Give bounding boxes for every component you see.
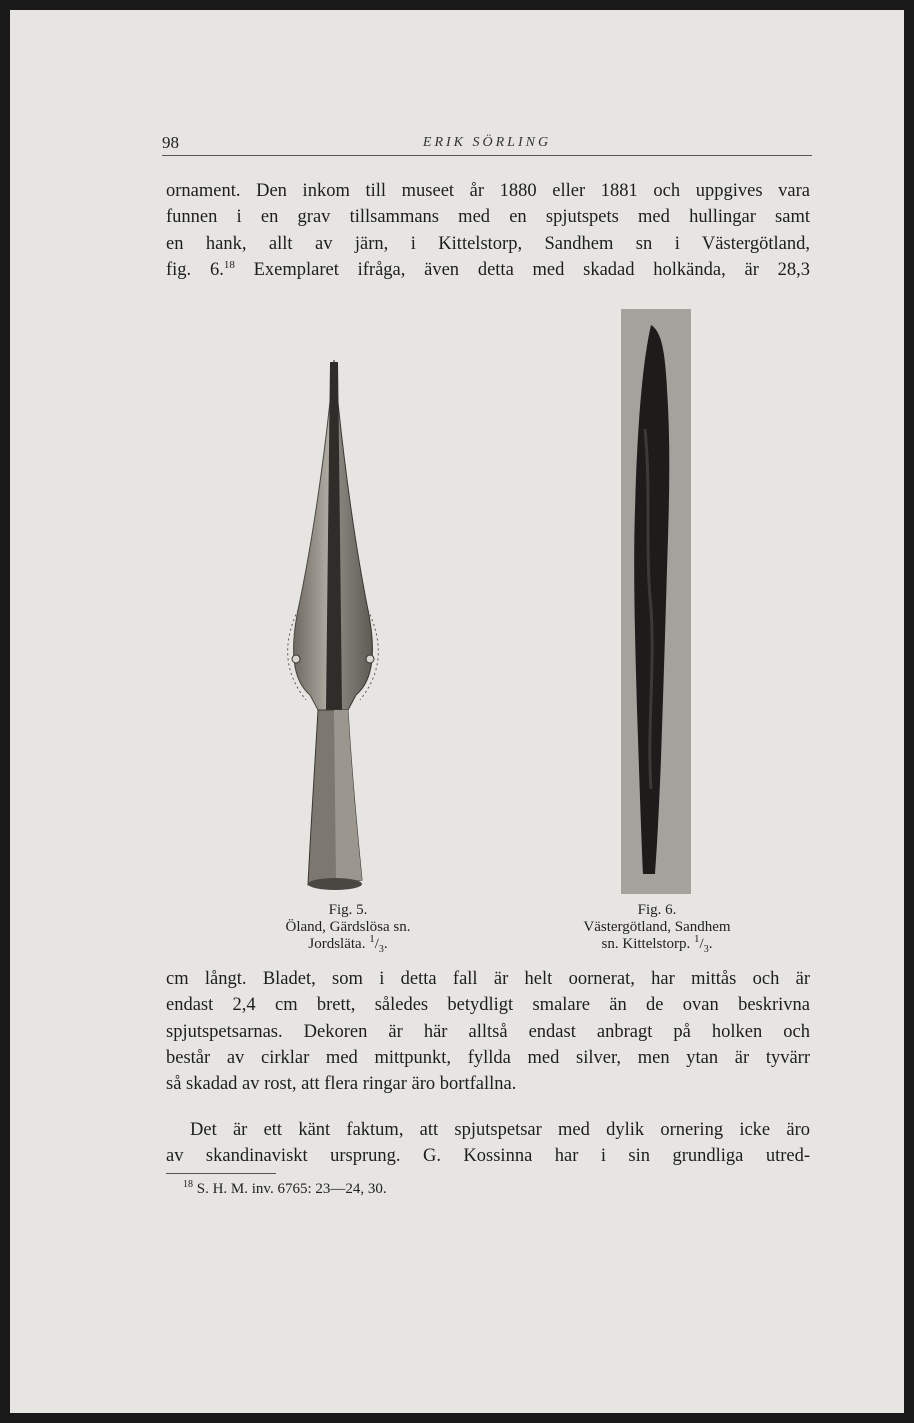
paragraph-2: [166, 966, 810, 1097]
page-number: 98: [162, 133, 179, 152]
text-line: består av cirklar med mittpunkt, fyllda med silver, men ytan är tyvärr: [166, 1047, 810, 1068]
caption-site: sn. Kittelstorp.: [601, 936, 691, 952]
footnote-rule: [166, 1173, 276, 1174]
paragraph-3: [166, 1117, 810, 1170]
footnote-marker: 18: [183, 1179, 193, 1190]
text-line: ornament. Den inkom till museet år 1880 eller 1881 och uppgives vara: [166, 181, 810, 201]
figure-6-photograph: [621, 309, 691, 894]
scale-denominator: 3: [378, 944, 384, 955]
page-header: [162, 133, 812, 157]
caption-site: Jordsläta.: [308, 936, 366, 952]
text-line: så skadad av rost, att flera ringar äro bortfallna.: [166, 1074, 517, 1095]
rivet: [292, 655, 300, 663]
text-line-with-footnote: [166, 257, 810, 283]
rivet: [366, 655, 374, 663]
scale-denominator: 3: [703, 944, 709, 955]
text-line: endast 2,4 cm brett, således betydligt smalare än de ovan beskrivna: [166, 995, 810, 1016]
text-line: Det är ett känt faktum, att spjutspetsar med dylik ornering icke äro: [190, 1120, 810, 1140]
text-fragment: fig. 6.: [166, 259, 224, 280]
figure-5-illustration: [270, 350, 400, 895]
caption-label: Fig. 6.: [637, 902, 677, 918]
figure-5-caption: [268, 902, 428, 958]
socket-shading: [334, 710, 362, 882]
scale-numerator: 1: [694, 933, 700, 945]
running-head: ERIK SÖRLING: [422, 135, 552, 150]
text-line: av skandinaviskt ursprung. G. Kossinna har i sin grundliga utred-: [166, 1146, 810, 1167]
socket-rim: [308, 878, 362, 890]
footnote-text: S. H. M. inv. 6765: 23—24, 30.: [196, 1181, 387, 1197]
figure-6-caption: [548, 902, 766, 958]
caption-site-line: sn. Kittelstorp. $^1/_3$.: [601, 933, 713, 955]
footnote: [183, 1181, 387, 1198]
caption-place: Öland, Gärdslösa sn.: [285, 919, 411, 935]
text-fragment: Exemplaret ifråga, även detta med skadad holkända, är 28,3: [234, 259, 810, 280]
caption-place: Västergötland, Sandhem: [583, 919, 731, 935]
caption-site-line: Jordsläta. $^1/_3$.: [308, 933, 388, 955]
text-line: funnen i en grav tillsammans med en spjutspets med hullingar samt: [166, 207, 810, 228]
paragraph-1: [166, 178, 810, 283]
footnote-reference: 18: [223, 258, 235, 271]
scale-numerator: 1: [369, 933, 375, 945]
text-line: cm långt. Bladet, som i detta fall är helt oornerat, har mittås och är: [166, 969, 810, 989]
caption-label: Fig. 5.: [328, 902, 368, 918]
header-rule: [162, 155, 812, 156]
text-line: en hank, allt av järn, i Kittelstorp, Sandhem sn i Västergötland,: [166, 233, 810, 254]
text-line: spjutspetsarnas. Dekoren är här alltså endast anbragt på holken och: [166, 1021, 810, 1042]
